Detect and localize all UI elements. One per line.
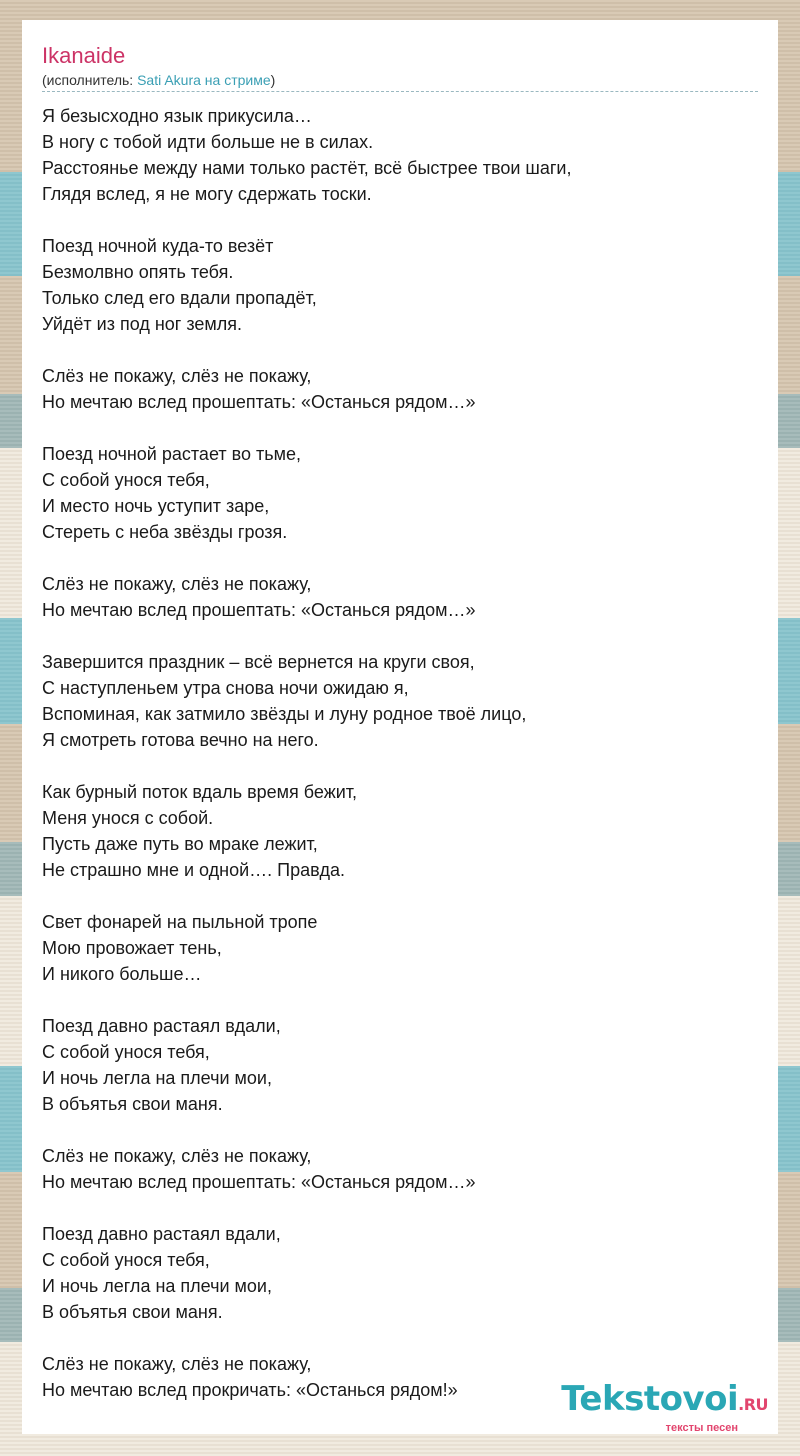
lyrics-line: С собой унося тебя, [42, 470, 210, 490]
lyrics-stanza [42, 363, 758, 415]
lyrics-line: Пусть даже путь во мраке лежит, [42, 834, 318, 854]
lyrics-line: Но мечтаю вслед прошептать: «Останься рядом…» [42, 1172, 476, 1192]
lyrics-line: Глядя вслед, я не могу сдержать тоски. [42, 184, 372, 204]
lyrics-stanza [42, 779, 758, 883]
lyrics-line: Не страшно мне и одной…. Правда. [42, 860, 346, 880]
lyrics-line: Безмолвно опять тебя. [42, 262, 234, 282]
lyrics-line: Поезд ночной растает во тьме, [42, 444, 301, 464]
artist-line [42, 70, 758, 92]
lyrics-line: С наступленьем утра снова ночи ожидаю я, [42, 678, 409, 698]
song-title: Ikanaide [42, 43, 126, 68]
lyrics-line: Мою провожает тень, [42, 938, 222, 958]
lyrics-stanza [42, 571, 758, 623]
lyrics-stanza [42, 233, 758, 337]
lyrics-line: Стереть с неба звёзды грозя. [42, 522, 288, 542]
lyrics-stanza [42, 909, 758, 987]
lyrics-line: В объятья свои маня. [42, 1302, 223, 1322]
lyrics-line: И ночь легла на плечи мои, [42, 1276, 272, 1296]
lyrics-line: Поезд ночной куда-то везёт [42, 236, 274, 256]
lyrics-stanza [42, 441, 758, 545]
lyrics-line: Слёз не покажу, слёз не покажу, [42, 1146, 312, 1166]
lyrics-line: Вспоминая, как затмило звёзды и луну родное твоё лицо, [42, 704, 527, 724]
lyrics-line: И место ночь уступит заре, [42, 496, 270, 516]
lyrics-line: Слёз не покажу, слёз не покажу, [42, 574, 312, 594]
lyrics-line: Расстоянье между нами только растёт, всё быстрее твои шаги, [42, 158, 572, 178]
lyrics-line: Только след его вдали пропадёт, [42, 288, 317, 308]
artist-prefix: (исполнитель: [42, 72, 138, 88]
lyrics-body [42, 103, 758, 1403]
artist-suffix: ) [270, 72, 276, 88]
lyrics-line: Слёз не покажу, слёз не покажу, [42, 1354, 312, 1374]
watermark-tld: .RU [738, 1395, 768, 1414]
lyrics-line: И ночь легла на плечи мои, [42, 1068, 272, 1088]
lyrics-line: С собой унося тебя, [42, 1042, 210, 1062]
lyrics-line: Но мечтаю вслед прошептать: «Останься рядом…» [42, 392, 476, 412]
lyrics-card [22, 20, 778, 1434]
lyrics-stanza [42, 649, 758, 753]
lyrics-line: С собой унося тебя, [42, 1250, 210, 1270]
lyrics-line: Но мечтаю вслед прошептать: «Останься рядом…» [42, 600, 476, 620]
lyrics-line: Поезд давно растаял вдали, [42, 1224, 281, 1244]
lyrics-line: Уйдёт из под ног земля. [42, 314, 243, 334]
lyrics-stanza [42, 103, 758, 207]
watermark-brand: Tekstovoi [561, 1379, 739, 1419]
lyrics-line: Но мечтаю вслед прокричать: «Останься рядом!» [42, 1380, 458, 1400]
site-watermark [561, 1379, 768, 1434]
lyrics-line: И никого больше… [42, 964, 202, 984]
lyrics-line: В ногу с тобой идти больше не в силах. [42, 132, 374, 152]
lyrics-stanza [42, 1143, 758, 1195]
watermark-tagline: тексты песен [665, 1422, 738, 1434]
lyrics-line: Завершится праздник – всё вернется на круги своя, [42, 652, 475, 672]
lyrics-line: Поезд давно растаял вдали, [42, 1016, 281, 1036]
lyrics-line: Я смотреть готова вечно на него. [42, 730, 319, 750]
artist-link[interactable]: Sati Akura на стриме [137, 72, 271, 88]
lyrics-line: Свет фонарей на пыльной тропе [42, 912, 318, 932]
lyrics-line: Меня унося с собой. [42, 808, 214, 828]
lyrics-line: Слёз не покажу, слёз не покажу, [42, 366, 312, 386]
lyrics-line: Я безысходно язык прикусила… [42, 106, 312, 126]
lyrics-stanza [42, 1013, 758, 1117]
lyrics-line: В объятья свои маня. [42, 1094, 223, 1114]
watermark-logo [561, 1379, 768, 1422]
lyrics-line: Как бурный поток вдаль время бежит, [42, 782, 358, 802]
lyrics-stanza [42, 1221, 758, 1325]
